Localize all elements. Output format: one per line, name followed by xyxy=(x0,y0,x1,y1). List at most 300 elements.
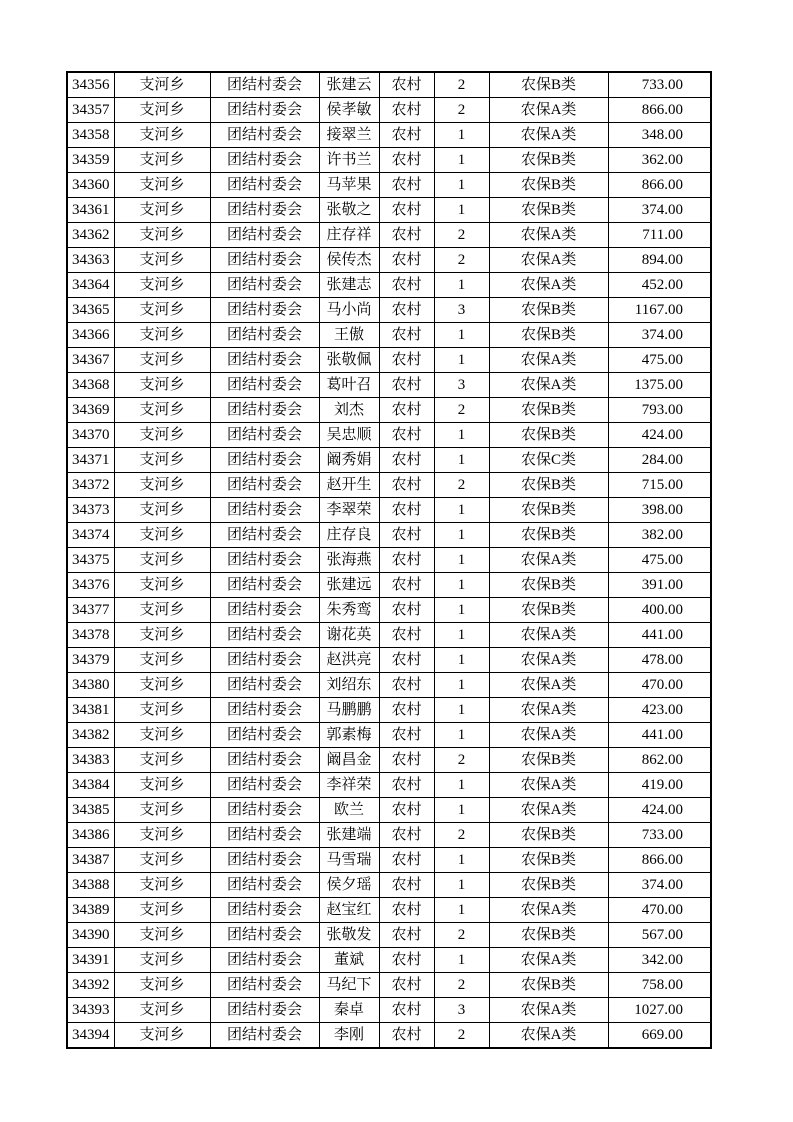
cell-residence-type: 农村 xyxy=(379,898,434,923)
cell-category: 农保B类 xyxy=(489,923,608,948)
cell-amount: 733.00 xyxy=(608,72,711,98)
cell-person-count: 3 xyxy=(434,998,489,1023)
cell-person-count: 2 xyxy=(434,398,489,423)
cell-category: 农保A类 xyxy=(489,673,608,698)
cell-category: 农保A类 xyxy=(489,623,608,648)
cell-person-count: 1 xyxy=(434,448,489,473)
cell-category: 农保A类 xyxy=(489,248,608,273)
cell-amount: 382.00 xyxy=(608,523,711,548)
cell-township: 支河乡 xyxy=(114,848,210,873)
cell-township: 支河乡 xyxy=(114,498,210,523)
cell-id: 34363 xyxy=(67,248,114,273)
table-row xyxy=(67,923,711,948)
cell-category: 农保B类 xyxy=(489,973,608,998)
cell-id: 34359 xyxy=(67,148,114,173)
cell-township: 支河乡 xyxy=(114,598,210,623)
table-row xyxy=(67,523,711,548)
cell-category: 农保A类 xyxy=(489,648,608,673)
cell-residence-type: 农村 xyxy=(379,673,434,698)
cell-village: 团结村委会 xyxy=(210,448,319,473)
table-row xyxy=(67,223,711,248)
cell-amount: 866.00 xyxy=(608,848,711,873)
cell-category: 农保A类 xyxy=(489,223,608,248)
cell-category: 农保A类 xyxy=(489,773,608,798)
cell-category: 农保B类 xyxy=(489,473,608,498)
cell-township: 支河乡 xyxy=(114,923,210,948)
cell-category: 农保B类 xyxy=(489,873,608,898)
cell-residence-type: 农村 xyxy=(379,973,434,998)
cell-person-count: 1 xyxy=(434,523,489,548)
cell-village: 团结村委会 xyxy=(210,223,319,248)
table-row xyxy=(67,423,711,448)
cell-name: 王傲 xyxy=(319,323,379,348)
cell-township: 支河乡 xyxy=(114,823,210,848)
table-row xyxy=(67,498,711,523)
cell-person-count: 1 xyxy=(434,848,489,873)
cell-residence-type: 农村 xyxy=(379,72,434,98)
cell-id: 34380 xyxy=(67,673,114,698)
cell-category: 农保A类 xyxy=(489,723,608,748)
cell-residence-type: 农村 xyxy=(379,423,434,448)
table-row xyxy=(67,848,711,873)
cell-residence-type: 农村 xyxy=(379,548,434,573)
table-row xyxy=(67,648,711,673)
cell-amount: 348.00 xyxy=(608,123,711,148)
cell-township: 支河乡 xyxy=(114,273,210,298)
cell-person-count: 3 xyxy=(434,298,489,323)
cell-residence-type: 农村 xyxy=(379,948,434,973)
cell-id: 34388 xyxy=(67,873,114,898)
cell-category: 农保A类 xyxy=(489,348,608,373)
cell-person-count: 1 xyxy=(434,423,489,448)
table-row xyxy=(67,273,711,298)
cell-person-count: 1 xyxy=(434,198,489,223)
cell-person-count: 2 xyxy=(434,98,489,123)
table-row xyxy=(67,973,711,998)
cell-village: 团结村委会 xyxy=(210,798,319,823)
cell-name: 欧兰 xyxy=(319,798,379,823)
cell-residence-type: 农村 xyxy=(379,923,434,948)
cell-person-count: 1 xyxy=(434,573,489,598)
cell-township: 支河乡 xyxy=(114,773,210,798)
cell-village: 团结村委会 xyxy=(210,623,319,648)
table-row xyxy=(67,798,711,823)
cell-residence-type: 农村 xyxy=(379,448,434,473)
cell-id: 34390 xyxy=(67,923,114,948)
cell-amount: 470.00 xyxy=(608,673,711,698)
cell-village: 团结村委会 xyxy=(210,673,319,698)
cell-person-count: 2 xyxy=(434,823,489,848)
cell-residence-type: 农村 xyxy=(379,848,434,873)
cell-residence-type: 农村 xyxy=(379,498,434,523)
cell-name: 马鹏鹏 xyxy=(319,698,379,723)
cell-category: 农保B类 xyxy=(489,823,608,848)
table-row xyxy=(67,823,711,848)
cell-category: 农保B类 xyxy=(489,523,608,548)
cell-township: 支河乡 xyxy=(114,548,210,573)
cell-township: 支河乡 xyxy=(114,973,210,998)
table-row xyxy=(67,198,711,223)
cell-category: 农保B类 xyxy=(489,598,608,623)
cell-village: 团结村委会 xyxy=(210,1023,319,1049)
cell-id: 34381 xyxy=(67,698,114,723)
cell-township: 支河乡 xyxy=(114,673,210,698)
cell-name: 侯孝敏 xyxy=(319,98,379,123)
cell-id: 34382 xyxy=(67,723,114,748)
cell-category: 农保B类 xyxy=(489,323,608,348)
cell-village: 团结村委会 xyxy=(210,748,319,773)
table-row xyxy=(67,573,711,598)
cell-category: 农保A类 xyxy=(489,798,608,823)
table-row xyxy=(67,598,711,623)
cell-village: 团结村委会 xyxy=(210,548,319,573)
cell-residence-type: 农村 xyxy=(379,273,434,298)
cell-id: 34364 xyxy=(67,273,114,298)
table-row xyxy=(67,298,711,323)
cell-name: 李刚 xyxy=(319,1023,379,1049)
table-row xyxy=(67,398,711,423)
cell-residence-type: 农村 xyxy=(379,623,434,648)
cell-residence-type: 农村 xyxy=(379,173,434,198)
cell-village: 团结村委会 xyxy=(210,973,319,998)
cell-category: 农保A类 xyxy=(489,948,608,973)
table-row xyxy=(67,998,711,1023)
table-row xyxy=(67,173,711,198)
cell-village: 团结村委会 xyxy=(210,698,319,723)
cell-amount: 866.00 xyxy=(608,98,711,123)
cell-residence-type: 农村 xyxy=(379,98,434,123)
cell-village: 团结村委会 xyxy=(210,873,319,898)
cell-residence-type: 农村 xyxy=(379,198,434,223)
cell-township: 支河乡 xyxy=(114,623,210,648)
cell-category: 农保A类 xyxy=(489,123,608,148)
cell-name: 赵洪亮 xyxy=(319,648,379,673)
cell-amount: 475.00 xyxy=(608,548,711,573)
cell-name: 张海燕 xyxy=(319,548,379,573)
cell-category: 农保B类 xyxy=(489,748,608,773)
cell-id: 34391 xyxy=(67,948,114,973)
cell-amount: 441.00 xyxy=(608,623,711,648)
cell-township: 支河乡 xyxy=(114,573,210,598)
cell-residence-type: 农村 xyxy=(379,123,434,148)
cell-category: 农保A类 xyxy=(489,998,608,1023)
table-row xyxy=(67,873,711,898)
cell-residence-type: 农村 xyxy=(379,773,434,798)
cell-id: 34369 xyxy=(67,398,114,423)
cell-name: 郭素梅 xyxy=(319,723,379,748)
cell-amount: 733.00 xyxy=(608,823,711,848)
cell-village: 团结村委会 xyxy=(210,123,319,148)
cell-village: 团结村委会 xyxy=(210,773,319,798)
cell-category: 农保A类 xyxy=(489,98,608,123)
cell-village: 团结村委会 xyxy=(210,98,319,123)
cell-id: 34358 xyxy=(67,123,114,148)
cell-township: 支河乡 xyxy=(114,72,210,98)
cell-village: 团结村委会 xyxy=(210,198,319,223)
cell-person-count: 1 xyxy=(434,323,489,348)
cell-name: 许书兰 xyxy=(319,148,379,173)
cell-amount: 374.00 xyxy=(608,198,711,223)
cell-person-count: 2 xyxy=(434,72,489,98)
cell-id: 34360 xyxy=(67,173,114,198)
table-row xyxy=(67,348,711,373)
cell-category: 农保B类 xyxy=(489,148,608,173)
cell-village: 团结村委会 xyxy=(210,723,319,748)
cell-person-count: 1 xyxy=(434,898,489,923)
cell-amount: 470.00 xyxy=(608,898,711,923)
cell-person-count: 1 xyxy=(434,723,489,748)
cell-amount: 669.00 xyxy=(608,1023,711,1049)
cell-amount: 793.00 xyxy=(608,398,711,423)
cell-amount: 715.00 xyxy=(608,473,711,498)
cell-person-count: 1 xyxy=(434,123,489,148)
cell-id: 34370 xyxy=(67,423,114,448)
cell-person-count: 1 xyxy=(434,648,489,673)
cell-residence-type: 农村 xyxy=(379,248,434,273)
cell-id: 34367 xyxy=(67,348,114,373)
cell-category: 农保C类 xyxy=(489,448,608,473)
cell-category: 农保B类 xyxy=(489,198,608,223)
table-row xyxy=(67,448,711,473)
cell-residence-type: 农村 xyxy=(379,148,434,173)
cell-name: 董斌 xyxy=(319,948,379,973)
cell-name: 李祥荣 xyxy=(319,773,379,798)
table-row xyxy=(67,948,711,973)
cell-id: 34387 xyxy=(67,848,114,873)
cell-id: 34384 xyxy=(67,773,114,798)
cell-village: 团结村委会 xyxy=(210,598,319,623)
cell-township: 支河乡 xyxy=(114,398,210,423)
cell-residence-type: 农村 xyxy=(379,398,434,423)
cell-person-count: 1 xyxy=(434,273,489,298)
cell-category: 农保A类 xyxy=(489,273,608,298)
cell-name: 马雪瑞 xyxy=(319,848,379,873)
cell-residence-type: 农村 xyxy=(379,648,434,673)
cell-id: 34383 xyxy=(67,748,114,773)
cell-name: 马苹果 xyxy=(319,173,379,198)
cell-township: 支河乡 xyxy=(114,873,210,898)
cell-person-count: 1 xyxy=(434,623,489,648)
cell-id: 34375 xyxy=(67,548,114,573)
cell-amount: 1167.00 xyxy=(608,298,711,323)
cell-category: 农保A类 xyxy=(489,698,608,723)
cell-category: 农保B类 xyxy=(489,848,608,873)
table-row xyxy=(67,673,711,698)
cell-name: 吴忠顺 xyxy=(319,423,379,448)
cell-amount: 862.00 xyxy=(608,748,711,773)
table-row xyxy=(67,748,711,773)
cell-amount: 567.00 xyxy=(608,923,711,948)
cell-residence-type: 农村 xyxy=(379,723,434,748)
cell-township: 支河乡 xyxy=(114,348,210,373)
cell-residence-type: 农村 xyxy=(379,298,434,323)
cell-village: 团结村委会 xyxy=(210,148,319,173)
cell-village: 团结村委会 xyxy=(210,498,319,523)
table-row xyxy=(67,123,711,148)
cell-township: 支河乡 xyxy=(114,198,210,223)
cell-category: 农保B类 xyxy=(489,72,608,98)
cell-residence-type: 农村 xyxy=(379,573,434,598)
cell-id: 34379 xyxy=(67,648,114,673)
cell-village: 团结村委会 xyxy=(210,923,319,948)
cell-name: 赵宝红 xyxy=(319,898,379,923)
cell-village: 团结村委会 xyxy=(210,848,319,873)
cell-village: 团结村委会 xyxy=(210,273,319,298)
cell-id: 34356 xyxy=(67,72,114,98)
cell-id: 34393 xyxy=(67,998,114,1023)
cell-amount: 374.00 xyxy=(608,873,711,898)
cell-township: 支河乡 xyxy=(114,448,210,473)
cell-id: 34365 xyxy=(67,298,114,323)
cell-name: 张建云 xyxy=(319,72,379,98)
cell-village: 团结村委会 xyxy=(210,998,319,1023)
cell-name: 张敬之 xyxy=(319,198,379,223)
cell-residence-type: 农村 xyxy=(379,373,434,398)
cell-name: 庄存祥 xyxy=(319,223,379,248)
cell-amount: 441.00 xyxy=(608,723,711,748)
cell-amount: 374.00 xyxy=(608,323,711,348)
cell-amount: 419.00 xyxy=(608,773,711,798)
cell-id: 34373 xyxy=(67,498,114,523)
cell-township: 支河乡 xyxy=(114,423,210,448)
cell-person-count: 1 xyxy=(434,873,489,898)
cell-township: 支河乡 xyxy=(114,473,210,498)
cell-name: 刘绍东 xyxy=(319,673,379,698)
cell-name: 接翠兰 xyxy=(319,123,379,148)
table-row xyxy=(67,773,711,798)
cell-township: 支河乡 xyxy=(114,898,210,923)
cell-amount: 362.00 xyxy=(608,148,711,173)
cell-residence-type: 农村 xyxy=(379,1023,434,1049)
cell-name: 赵开生 xyxy=(319,473,379,498)
cell-person-count: 2 xyxy=(434,223,489,248)
cell-name: 张敬发 xyxy=(319,923,379,948)
cell-residence-type: 农村 xyxy=(379,323,434,348)
cell-person-count: 1 xyxy=(434,548,489,573)
cell-category: 农保B类 xyxy=(489,498,608,523)
cell-person-count: 2 xyxy=(434,973,489,998)
table-body xyxy=(67,72,711,1048)
table-row xyxy=(67,148,711,173)
cell-name: 刘杰 xyxy=(319,398,379,423)
cell-person-count: 2 xyxy=(434,248,489,273)
cell-person-count: 1 xyxy=(434,173,489,198)
cell-category: 农保B类 xyxy=(489,298,608,323)
cell-township: 支河乡 xyxy=(114,748,210,773)
table-row xyxy=(67,548,711,573)
cell-residence-type: 农村 xyxy=(379,823,434,848)
cell-person-count: 1 xyxy=(434,498,489,523)
cell-person-count: 2 xyxy=(434,923,489,948)
cell-name: 葛叶召 xyxy=(319,373,379,398)
cell-village: 团结村委会 xyxy=(210,573,319,598)
cell-township: 支河乡 xyxy=(114,323,210,348)
cell-category: 农保A类 xyxy=(489,373,608,398)
benefit-roster-table xyxy=(66,71,712,1049)
cell-village: 团结村委会 xyxy=(210,648,319,673)
table-row xyxy=(67,1023,711,1049)
cell-id: 34361 xyxy=(67,198,114,223)
cell-village: 团结村委会 xyxy=(210,173,319,198)
cell-township: 支河乡 xyxy=(114,123,210,148)
cell-amount: 478.00 xyxy=(608,648,711,673)
cell-amount: 342.00 xyxy=(608,948,711,973)
cell-category: 农保B类 xyxy=(489,398,608,423)
cell-village: 团结村委会 xyxy=(210,72,319,98)
cell-amount: 758.00 xyxy=(608,973,711,998)
cell-id: 34392 xyxy=(67,973,114,998)
table-row xyxy=(67,723,711,748)
cell-person-count: 3 xyxy=(434,373,489,398)
cell-amount: 424.00 xyxy=(608,423,711,448)
cell-id: 34385 xyxy=(67,798,114,823)
cell-village: 团结村委会 xyxy=(210,248,319,273)
cell-person-count: 1 xyxy=(434,673,489,698)
cell-amount: 475.00 xyxy=(608,348,711,373)
cell-amount: 452.00 xyxy=(608,273,711,298)
cell-id: 34377 xyxy=(67,598,114,623)
cell-residence-type: 农村 xyxy=(379,523,434,548)
cell-person-count: 1 xyxy=(434,598,489,623)
cell-village: 团结村委会 xyxy=(210,948,319,973)
cell-amount: 866.00 xyxy=(608,173,711,198)
cell-person-count: 2 xyxy=(434,748,489,773)
cell-residence-type: 农村 xyxy=(379,598,434,623)
cell-residence-type: 农村 xyxy=(379,348,434,373)
cell-village: 团结村委会 xyxy=(210,323,319,348)
cell-amount: 284.00 xyxy=(608,448,711,473)
cell-id: 34378 xyxy=(67,623,114,648)
cell-name: 侯夕瑶 xyxy=(319,873,379,898)
cell-village: 团结村委会 xyxy=(210,473,319,498)
cell-name: 阚秀娟 xyxy=(319,448,379,473)
cell-village: 团结村委会 xyxy=(210,298,319,323)
cell-name: 张建远 xyxy=(319,573,379,598)
table-row xyxy=(67,373,711,398)
cell-residence-type: 农村 xyxy=(379,998,434,1023)
table-row xyxy=(67,898,711,923)
cell-residence-type: 农村 xyxy=(379,798,434,823)
cell-person-count: 1 xyxy=(434,148,489,173)
cell-id: 34374 xyxy=(67,523,114,548)
cell-person-count: 1 xyxy=(434,798,489,823)
cell-residence-type: 农村 xyxy=(379,223,434,248)
cell-id: 34389 xyxy=(67,898,114,923)
cell-name: 朱秀鸾 xyxy=(319,598,379,623)
cell-category: 农保B类 xyxy=(489,423,608,448)
cell-person-count: 1 xyxy=(434,348,489,373)
cell-township: 支河乡 xyxy=(114,373,210,398)
cell-village: 团结村委会 xyxy=(210,823,319,848)
cell-township: 支河乡 xyxy=(114,798,210,823)
cell-id: 34372 xyxy=(67,473,114,498)
cell-amount: 894.00 xyxy=(608,248,711,273)
table-row xyxy=(67,323,711,348)
cell-amount: 398.00 xyxy=(608,498,711,523)
cell-person-count: 2 xyxy=(434,1023,489,1049)
cell-township: 支河乡 xyxy=(114,148,210,173)
cell-village: 团结村委会 xyxy=(210,373,319,398)
cell-township: 支河乡 xyxy=(114,248,210,273)
cell-person-count: 1 xyxy=(434,948,489,973)
cell-village: 团结村委会 xyxy=(210,348,319,373)
cell-id: 34366 xyxy=(67,323,114,348)
cell-category: 农保A类 xyxy=(489,548,608,573)
cell-village: 团结村委会 xyxy=(210,423,319,448)
cell-township: 支河乡 xyxy=(114,698,210,723)
cell-township: 支河乡 xyxy=(114,98,210,123)
cell-village: 团结村委会 xyxy=(210,898,319,923)
